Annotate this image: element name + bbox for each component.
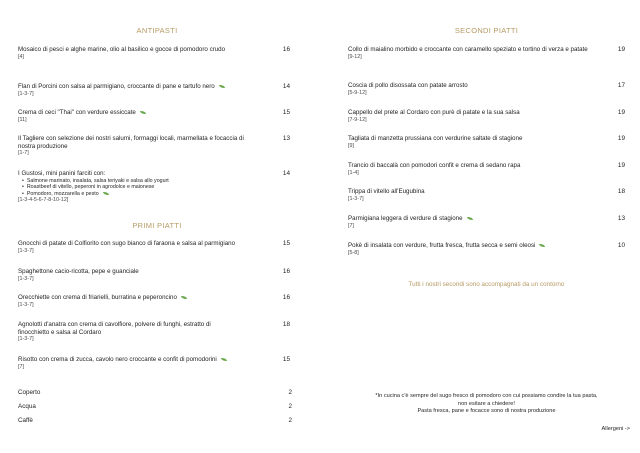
- allergeni-link[interactable]: Allergeni ->: [601, 426, 630, 432]
- menu-item: Cappello del prete al Cordaro con purè di patate e la sua salsa [7-9-12] 19: [348, 109, 625, 123]
- vegetarian-leaf-icon: [221, 358, 227, 362]
- menu-item: Parmigiana leggera di verdure di stagione [7] 13: [348, 215, 625, 229]
- menu-item: Gnocchi di patate di Colfiorito con sugo bianco di faraona e salsa al parmigiano [1-3-7] 15: [18, 240, 290, 254]
- menu-item: Collo di maialino morbido e croccante con caramello speziato e tortino di verza e patate [9-12] 19: [348, 46, 625, 60]
- menu-item: Agnolotti d'anatra con crema di cavolfiore, polvere di funghi, estratto di finocchietto e salsa al Cordaro [1-3-7] 18: [18, 321, 290, 343]
- vegetarian-leaf-icon: [539, 244, 545, 248]
- menu-item: Tagliata di manzetta prussiana con verdurine saltate di stagione [9] 19: [348, 135, 625, 149]
- menu-item: Trancio di baccalà con pomodori confit e crema di sedano rapa [1-4] 19: [348, 162, 625, 176]
- sub-items-list: • Salmone marinato, insalata, salsa teriyaki e salsa allo yogurt • Roastbeef di vitello, peperoni in agrodolce e maionese • Pomodoro, mozzarella e pesto: [18, 178, 296, 198]
- menu-item: Orecchiette con crema di friarielli, burratina e peperoncino [1-3-7] 16: [18, 294, 290, 308]
- contorno-note: Tutti i nostri secondi sono accompagnati da un contorno: [408, 281, 565, 288]
- menu-item: Coscia di pollo disossata con patate arrosto [5-9-12] 17: [348, 82, 625, 96]
- secondi-title: SECONDI PIATTI: [454, 26, 519, 35]
- menu-item: Mosaico di pesci e alghe marine, olio al basilico e gocce di pomodoro crudo [4] 16: [18, 46, 290, 60]
- menu-item: Risotto con crema di zucca, cavolo nero croccante e confit di pomodorini [7] 15: [18, 356, 290, 370]
- extra-item: Caffè 2: [18, 417, 292, 424]
- extra-item: Coperto 2: [18, 389, 292, 396]
- menu-item: I Gustosi, mini panini farciti con: • Salmone marinato, insalata, salsa teriyaki e salsa allo yogurt • Roastbeef di vitello, peperoni in agrodolce e maionese • Pomodoro, mozzarella e pesto [1-3-4-5-6-7-8-10-12] 14: [18, 170, 296, 204]
- extra-item: Acqua 2: [18, 403, 292, 410]
- menu-item: Spaghettone cacio-ricotta, pepe e guanciale [1-3-7] 16: [18, 268, 290, 282]
- menu-item: Il Tagliere con selezione dei nostri salumi, formaggi locali, marmellata e focaccia di nostra produzione [1-7] 13: [18, 135, 290, 157]
- vegetarian-leaf-icon: [103, 192, 109, 196]
- menu-item: Flan di Porcini con salsa al parmigiano, croccante di pane e tartufo nero [1-3-7] 14: [18, 83, 290, 97]
- primi-title: PRIMI PIATTI: [132, 221, 182, 230]
- vegetarian-leaf-icon: [140, 111, 146, 115]
- vegetarian-leaf-icon: [219, 85, 225, 89]
- footnote: *In cucina c'è sempre del sugo fresco di pomodoro con cui possiamo condire la tua pasta, non esitare a chiedere! Pasta fresca, pane e focacce sono di nostra produzione: [375, 393, 598, 415]
- vegetarian-leaf-icon: [467, 217, 473, 221]
- menu-item: Trippa di vitello all'Eugubina [1-3-7] 18: [348, 188, 625, 202]
- vegetarian-leaf-icon: [181, 296, 187, 300]
- menu-item: Pokè di insalata con verdure, frutta fresca, frutta secca e semi oleosi [5-8] 10: [348, 242, 625, 256]
- menu-item: Crema di ceci "Thai" con verdure essiccate [11] 15: [18, 109, 290, 123]
- antipasti-title: ANTIPASTI: [136, 26, 178, 35]
